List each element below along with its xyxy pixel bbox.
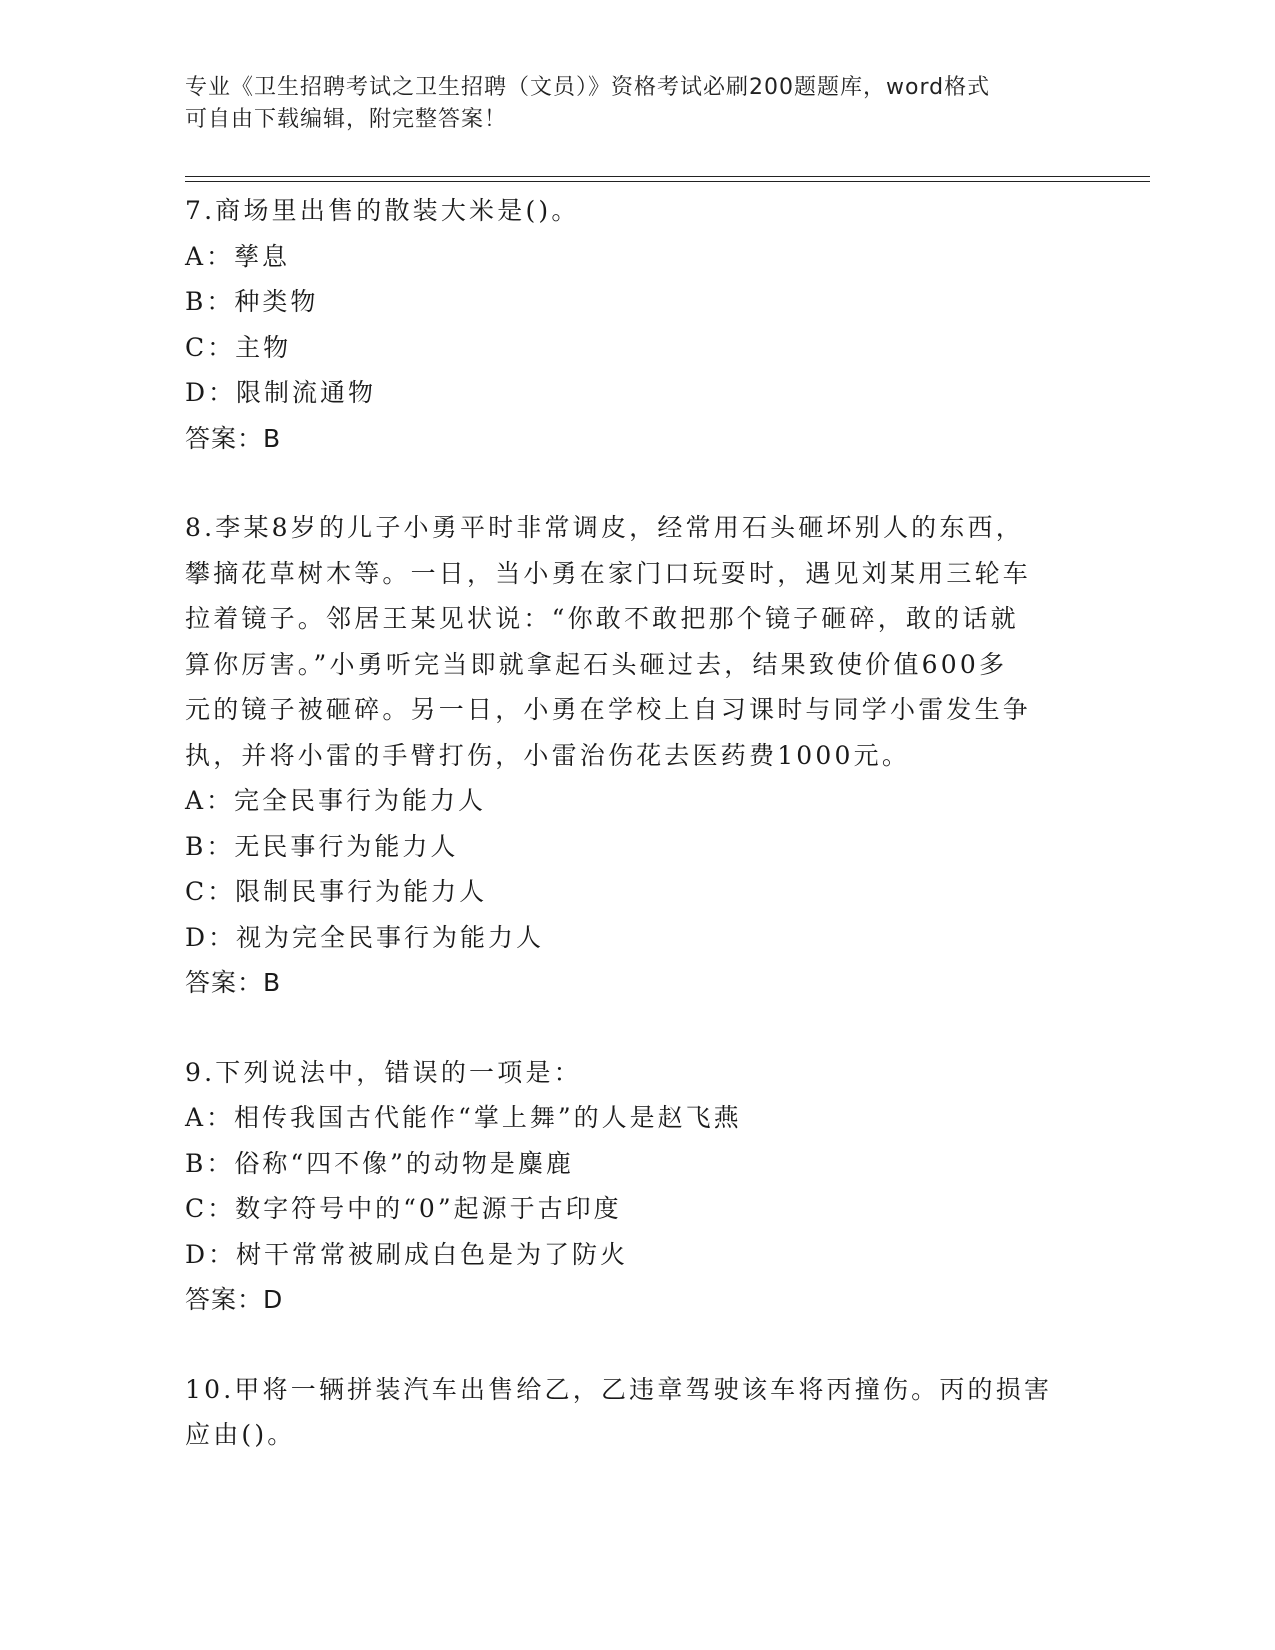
- option-d: D：树干常常被刷成白色是为了防火: [185, 1239, 629, 1269]
- question-text: 算你厉害。”小勇听完当即就拿起石头砸过去，结果致使价值600多: [185, 649, 1008, 679]
- option-a: A：相传我国古代能作“掌上舞”的人是赵飞燕: [185, 1103, 742, 1132]
- option-c: C：主物: [185, 332, 292, 362]
- option-b: B：无民事行为能力人: [185, 831, 459, 861]
- option-c: C：数字符号中的“0”起源于古印度: [185, 1194, 622, 1223]
- question-text: 拉着镜子。邻居王某见状说：“你敢不敢把那个镜子砸碎，敢的话就: [185, 604, 1019, 633]
- question-text: 元的镜子被砸碎。另一日，小勇在学校上自习课时与同学小雷发生争: [185, 695, 1032, 724]
- header-line: 专业《卫生招聘考试之卫生招聘（文员）》资格考试必刷200题题库，word格式: [185, 75, 991, 100]
- option-a: A：孳息: [185, 241, 291, 271]
- document-header: [185, 72, 1065, 136]
- question-text: 执，并将小雷的手臂打伤，小雷治伤花去医药费1000元。: [185, 740, 911, 770]
- question-item: [185, 505, 1085, 1006]
- answer-text: 答案：B: [185, 968, 282, 997]
- question-text: 8.李某8岁的儿子小勇平时非常调皮，经常用石头砸坏别人的东西，: [185, 513, 1024, 542]
- answer-text: 答案：B: [185, 423, 282, 453]
- option-d: D：视为完全民事行为能力人: [185, 922, 545, 952]
- question-text: 应由()。: [185, 1420, 296, 1449]
- option-c: C：限制民事行为能力人: [185, 877, 488, 906]
- answer-text: 答案：D: [185, 1285, 284, 1314]
- question-stem: [185, 1367, 1085, 1458]
- question-item: [185, 188, 1085, 461]
- question-text: 9.下列说法中，错误的一项是：: [185, 1057, 582, 1087]
- option-d: D：限制流通物: [185, 378, 377, 407]
- option-b: B：俗称“四不像”的动物是麋鹿: [185, 1148, 574, 1178]
- question-text: 10.甲将一辆拼装汽车出售给乙，乙违章驾驶该车将丙撞伤。丙的损害: [185, 1374, 1053, 1404]
- question-text: 7.商场里出售的散装大米是()。: [185, 196, 580, 225]
- question-stem: [185, 188, 1085, 234]
- question-stem: [185, 505, 1085, 778]
- question-item: [185, 1050, 1085, 1323]
- header-line: 可自由下载编辑，附完整答案！: [185, 107, 508, 132]
- question-item: [185, 1367, 1085, 1458]
- question-list: [185, 188, 1085, 1458]
- header-divider: [185, 176, 1150, 177]
- question-stem: [185, 1050, 1085, 1096]
- header-divider: [185, 181, 1150, 182]
- option-a: A：完全民事行为能力人: [185, 786, 487, 815]
- question-text: 攀摘花草树木等。一日，当小勇在家门口玩耍时，遇见刘某用三轮车: [185, 558, 1032, 588]
- option-b: B：种类物: [185, 287, 319, 316]
